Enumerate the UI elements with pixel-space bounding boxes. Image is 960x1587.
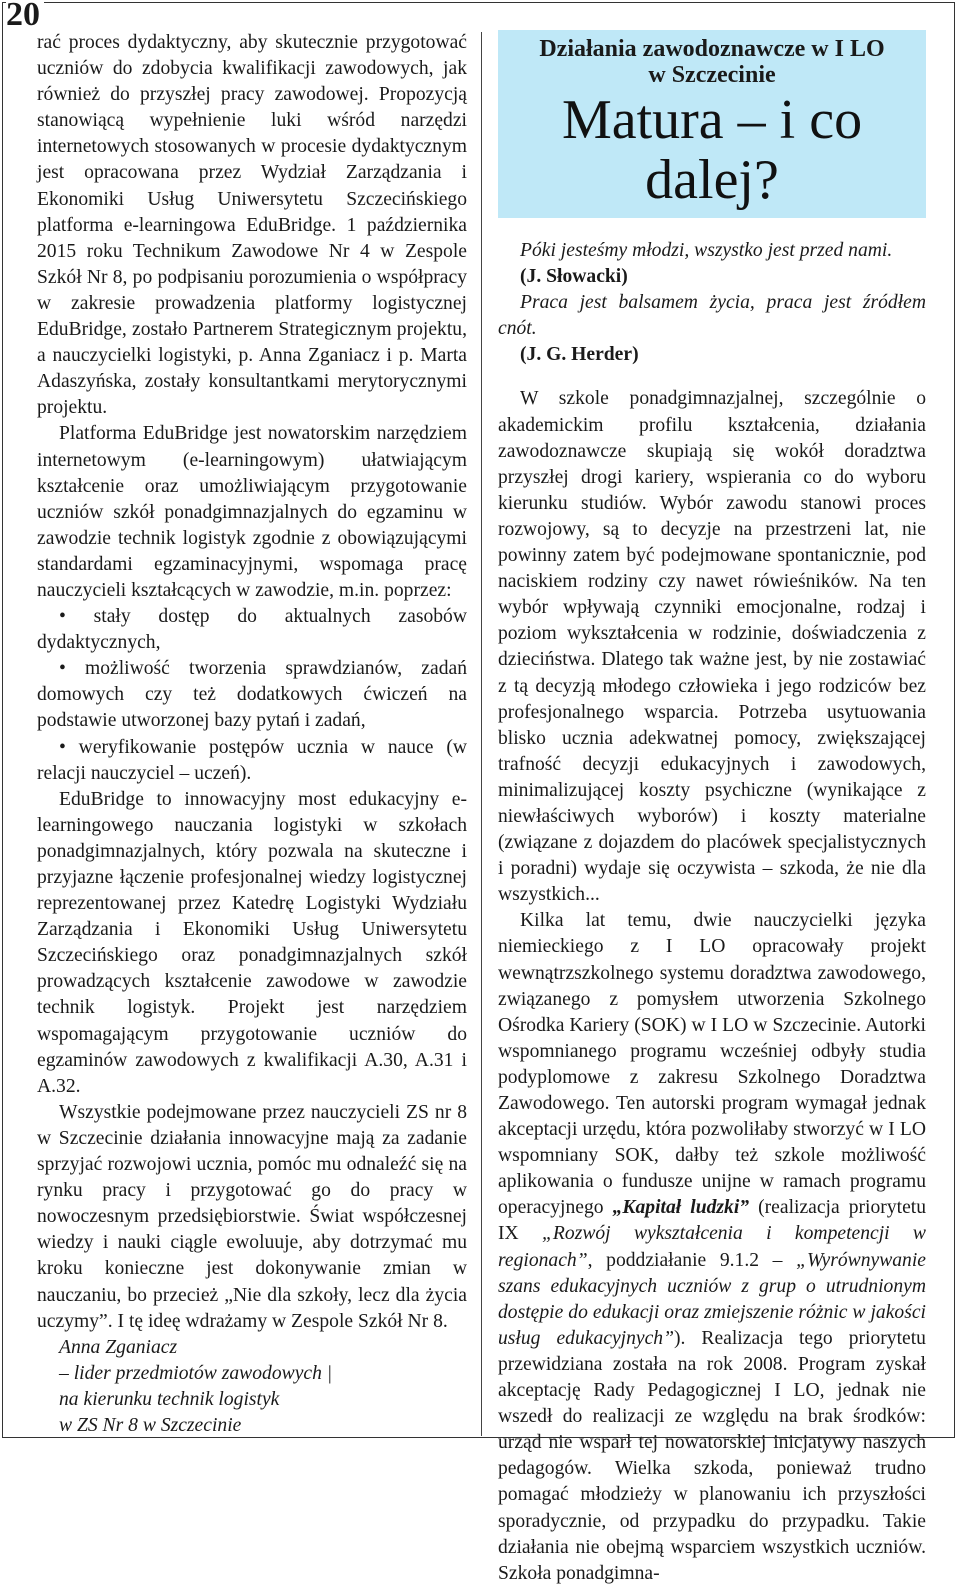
right-p2-program-name: „Kapitał ludzki”: [612, 1197, 750, 1219]
author-signature: [37, 1335, 467, 1439]
bullet-item-3: • weryfikowanie postępów ucznia w nauce (w relacji nauczyciel – uczeń).: [37, 736, 467, 784]
left-paragraph-2: Platforma EduBridge jest nowatorskim narzędziem internetowym (e-learningowym) ułatwiającym kształcenie oraz umożliwiającym przygotowanie uczniów szkół ponadgimnazjalnych do egzaminu w zawodzie technik logistyk zgodnie z obowiązującymi standardami egzaminacyjnymi, wspomaga pracę nauczycieli kształcących w zawodzie, m.in. poprzez:: [37, 423, 467, 601]
right-paragraph-2: [498, 908, 926, 1586]
headline-kicker-2: w Szczecinie: [648, 62, 776, 88]
right-p2-text-a: Kilka lat temu, dwie nauczycielki języka niemieckiego z I LO opracowały projekt wewnątrzszkolnego systemu doradztwa zawodowego, związanego z pomysłem utworzenia Szkolnego Ośrodka Kariery (SOK) w I LO w Szczecinie. Autorki wspomnianego programu wcześniej odbyły studia podyplomowe z zakresu Szkolnego Doradztwa Zawodowego. Ten autorski program wymagał jednak akceptacji urzędu, która pozwoliłaby stworzyć w I LO wspomniany SOK, dałby też szkole możliwość aplikowania o fundusze unijne w ramach programu operacyjnego: [498, 910, 926, 1219]
left-paragraph-4: Wszystkie podejmowane przez nauczycieli ZS nr 8 w Szczecinie działania innowacyjne mają za zadanie sprzyjać rozwojowi ucznia, pomóc mu odnaleźć się na rynku pracy i przygotować go do pracy w nowoczesnym przedsiębiorstwie. Świat współczesnej wiedzy i nauki ciągle ewoluuje, aby dotrzymać mu kroku konieczne jest dokonywanie zmian w nauczaniu, bo przecież „Nie dla szkoły, lecz dla życia uczymy”. I tę ideę wdrażamy w Zespole Szkół Nr 8.: [37, 1101, 467, 1332]
right-column: [498, 30, 926, 1587]
left-column: [37, 30, 467, 1439]
article-headline: [498, 30, 926, 218]
right-p2-text-d: , poddziałanie 9.1.2 –: [587, 1249, 797, 1271]
bullet-item-2: • możliwość tworzenia sprawdzianów, zadań domowych czy też dodatkowych ćwiczeń na podstawie utworzonej bazy pytań i zadań,: [37, 658, 467, 732]
bullet-item-1: • stały dostęp do aktualnych zasobów dydaktycznych,: [37, 606, 467, 654]
headline-title: Matura – i co dalej?: [561, 89, 863, 211]
right-p2-text-b: (realizacja priorytetu IX: [498, 1197, 927, 1245]
epigraph-author-2: (J. G. Herder): [520, 344, 639, 366]
headline-kicker-1: Działania zawodoznawcze w I LO: [539, 36, 885, 62]
author-name: Anna Zganiacz: [59, 1336, 178, 1358]
page-number: 20: [6, 0, 44, 33]
epigraph-author-1: (J. Słowacki): [520, 266, 628, 288]
left-paragraph-1: rać proces dydaktyczny, aby skutecznie przygotować uczniów do zdobycia kwalifikacji zawodowych, jak również do przyszłej pracy zawodowej. Propozycją stanowiącą wypełnienie luki wśród narzędzi internetowych stosowanych w procesie dydaktycznym jest opracowana przez Wydział Zarządzania i Ekonomiki Usług Uniwersytetu Szczecińskiego platforma e-learningowa EduBridge. 1 października 2015 roku Technikum Zawodowe Nr 4 w Zespole Szkół Nr 8, po podpisaniu porozumienia o współpracy w zakresie prowadzenia platformy logistycznej EduBridge, zostało Partnerem Strategicznym projektu, a nauczycielki logistyki, p. Anna Zganiacz i p. Marta Adaszyńska, zostały konsultantkami merytorycznymi projektu.: [37, 32, 467, 419]
right-p2-subaction-name: „Wyrównywanie szans edukacyjnych uczniów z grup o utrudnionym dostępie do edukacji oraz zmiejszenie różnic w jakości usług edukacyjnych”: [498, 1249, 926, 1349]
author-role-line-3: w ZS Nr 8 w Szczecinie: [59, 1414, 242, 1436]
left-paragraph-3: EduBridge to innowacyjny most edukacyjny e-learningowego nauczania logistyki w szkołach ponadgimnazjalnych, który pozwala na skuteczne i przyjazne łączenie profesjonalnej wiedzy logistycznej reprezentowanej przez Katedrę Logistyki Wydziału Zarządzania i Ekonomiki Usług Uniwersytetu Szczecińskiego oraz ponadgimnazjalnych szkół prowadzących kształcenie zawodowe w zawodzie technik logistyk. Projekt jest narzędziem wspomagającym przygotowanie uczniów do egzaminów zawodowych z kwalifikacji A.30, A.31 i A.32.: [37, 788, 467, 1097]
epigraph-quote-1: Póki jesteśmy młodzi, wszystko jest przed nami.: [520, 240, 893, 261]
epigraph-quotes: [498, 238, 926, 368]
right-p2-text-f: ). Realizacja tego priorytetu przewidziana została na rok 2008. Program zyskał akceptację Rady Pedagogicznej I LO, jednak nie wszedł do realizacji ze względu na brak środków: urząd nie wsparł tej nowatorskiej inicjatywy naszych pedagogów. Wielka szkoda, ponieważ trudno pomagać młodzieży w planowaniu ich przyszłości sporadycznie, od przypadku do przypadku. Takie działania nie obejmą wsparciem wszystkich uczniów. Szkoła ponadgimna-: [498, 1327, 926, 1584]
right-p2-priority-name: „Rozwój wykształcenia i kompetencji w regionach”: [498, 1223, 926, 1271]
author-role-line-2: na kierunku technik logistyk: [59, 1388, 280, 1410]
column-divider: [481, 32, 482, 1436]
epigraph-quote-2: Praca jest balsamem życia, praca jest źródłem cnót.: [498, 292, 926, 340]
author-role-line-1: – lider przedmiotów zawodowych |: [59, 1362, 333, 1384]
right-paragraph-1: W szkole ponadgimnazjalnej, szczególnie o akademickim profilu kształcenia, działania zawodoznawcze skupiają się wokół doradztwa przyszłej drogi kariery, wspierania co do wyboru kierunku studiów. Wybór zawodu stanowi proces rozwojowy, są to decyzje na przestrzeni lat, nie powinny zatem być podejmowane spontanicznie, pod naciskiem rodziny czy nawet rówieśników. Na ten wybór wpływają czynniki emocjonalne, rodzaj i poziom wykształcenia w rodzinie, doświadczenia z dzieciństwa. Dlatego tak ważne jest, by nie zostawiać z tą decyzją młodego człowieka i jego rodziców bez profesjonalnego wsparcia. Potrzeba usytuowania blisko ucznia adekwatnej pomocy, zwiększającej trafność decyzji edukacyjnych i zawodowych, minimalizującej koszty psychiczne (wynikające z niewłaściwych wyborów) i koszty materialne (związane z dojazdem do placówek specjalistycznych i poradni) wydaje się oczywista – szkoda, że nie dla wszystkich...: [498, 388, 926, 906]
